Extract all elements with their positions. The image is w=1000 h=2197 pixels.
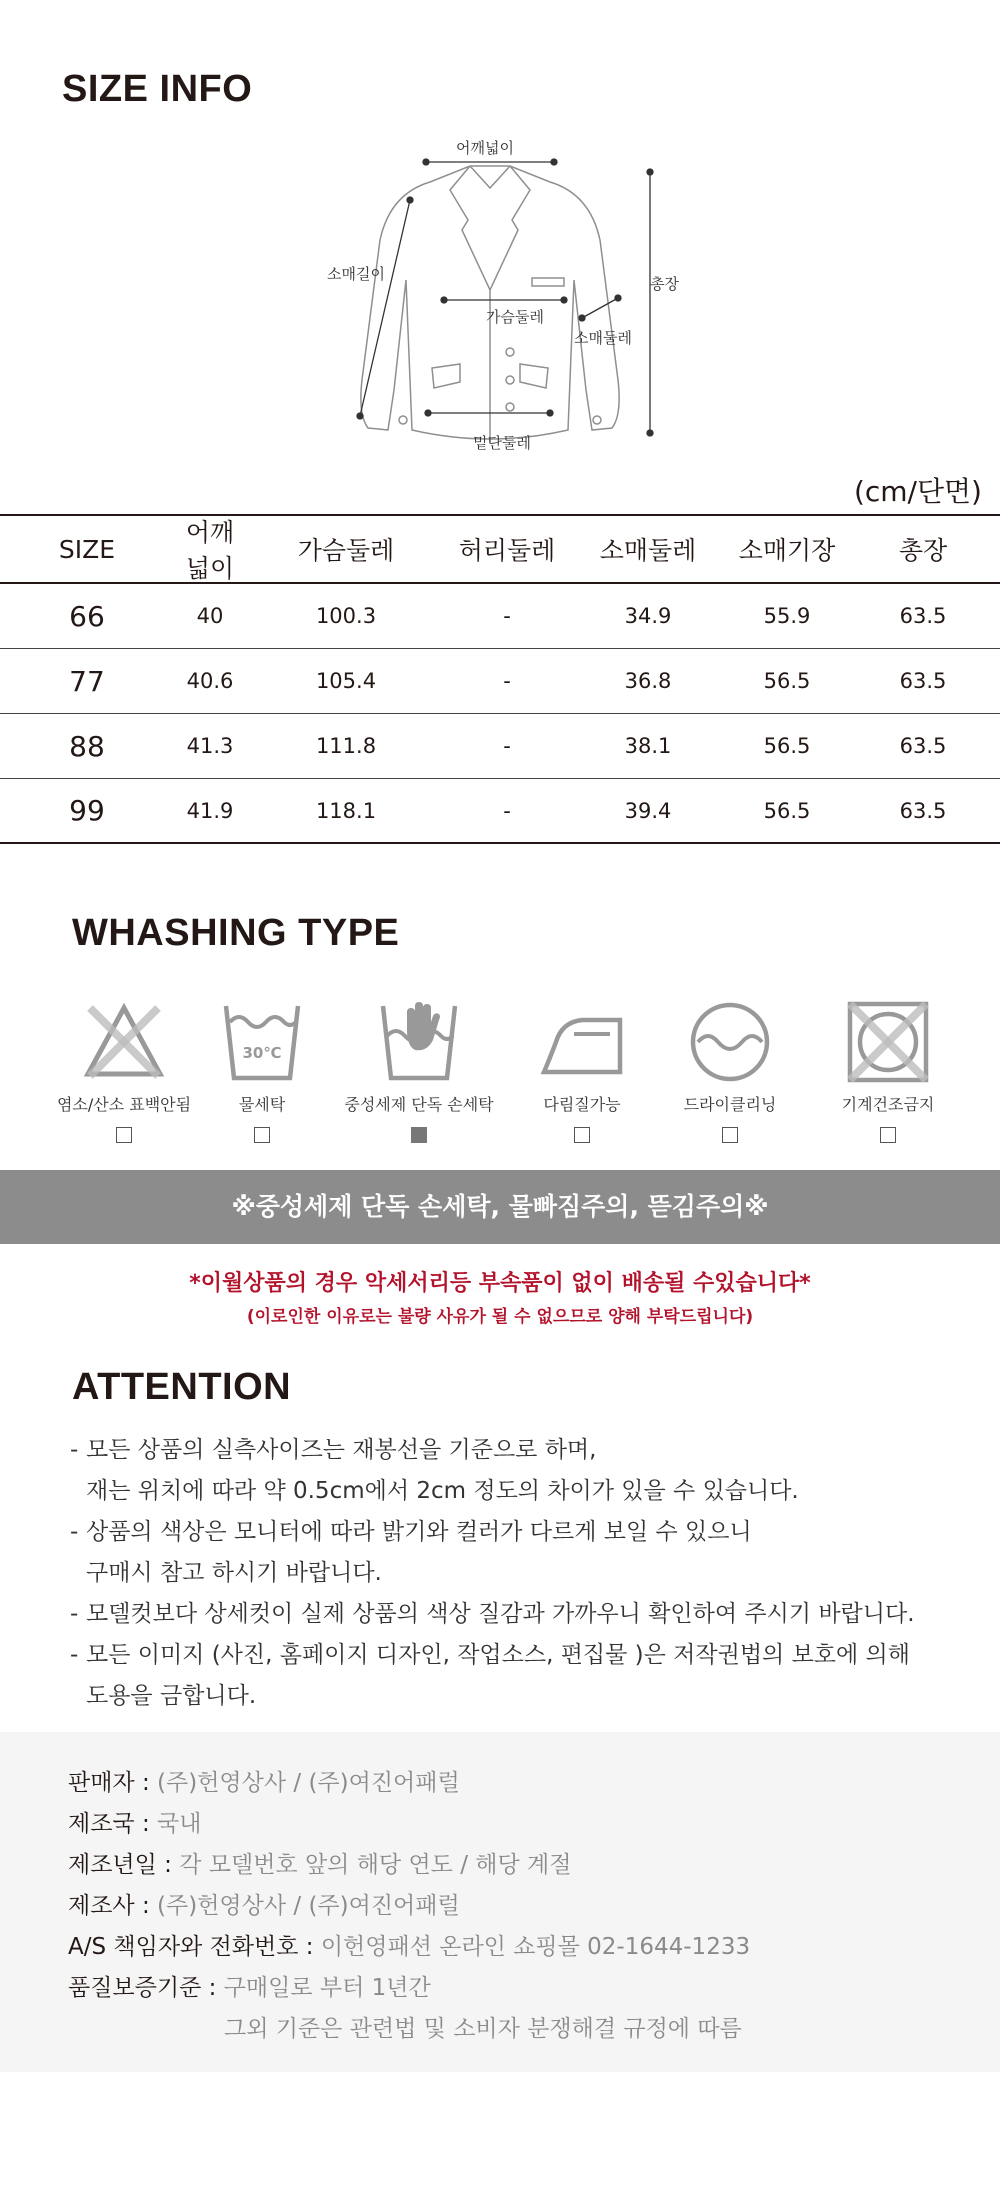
wash-checkbox-checked [411,1127,427,1143]
wash-label: 염소/산소 표백안됨 [56,1095,192,1114]
shoulder-cell: 40 [196,604,224,628]
warranty-extra-value: 그외 기준은 관련법 및 소비자 분쟁해결 규정에 따름 [224,2016,742,2042]
wash-item-dry-clean [650,1000,810,1143]
table-row [0,779,1000,844]
chest-cell: 105.4 [315,669,377,693]
sleeve-width-cell: 38.1 [624,734,672,758]
sleeve-length-cell: 55.9 [763,604,811,628]
sleeve-width-cell: 39.4 [624,798,672,823]
sleeve-length-cell: 56.5 [763,669,811,693]
attention-text: 재는 위치에 따라 약 0.5cm에서 2cm 정도의 차이가 있을 수 있습니다. [86,1478,799,1504]
sleeve-length-cell: 56.5 [763,798,811,823]
size-info-title: SIZE INFO [62,68,253,110]
attention-title: ATTENTION [72,1366,292,1408]
attention-text: 구매시 참고 하시기 바랍니다. [86,1560,382,1586]
attention-text: - 모델컷보다 상세컷이 실제 상품의 색상 질감과 가까우니 확인하여 주시기 바랍니다. [86,1601,915,1627]
shoulder-cell: 41.3 [186,734,234,758]
wash-item-no-bleach [44,1000,204,1143]
size-table-header [0,514,1000,584]
wash-item-water-wash [182,1000,342,1143]
warranty-value: 구매일로 부터 1년간 [223,1975,431,2001]
as-contact-row [68,1928,750,1961]
wash-label: 다림질가능 [543,1095,621,1114]
wash-checkbox [722,1127,738,1143]
attention-item [70,1430,970,1512]
wash-label: 기계건조금지 [841,1095,935,1114]
label-hem: 밑단둘레 [473,434,531,452]
header-cell: 총장 [898,536,948,565]
waist-cell: - [503,604,511,628]
wash-item-iron [502,1000,662,1143]
seller-info-box [0,1732,1000,2072]
label-sleeve-length: 소매길이 [327,265,385,283]
as-contact-value: 이헌영패션 온라인 쇼핑몰 02-1644-1233 [320,1934,751,1960]
attention-text: 도용을 금합니다. [86,1683,257,1709]
waist-cell: - [503,669,511,693]
wash-temperature-label: 30℃ [242,1044,282,1062]
total-length-cell: 63.5 [899,798,947,823]
attention-item [70,1512,970,1594]
attention-list [70,1430,970,1717]
hand-wash-icon [377,1000,461,1084]
jacket-size-diagram [300,130,700,465]
no-bleach-icon [82,1000,166,1084]
header-cell: 소매둘레 [599,536,697,565]
total-length-cell: 63.5 [899,604,947,628]
size-cell: 66 [69,599,105,633]
size-cell: 99 [69,794,105,827]
shoulder-cell: 41.9 [186,798,234,823]
notice-line-1: *이월상품의 경우 악세서리등 부속품이 없이 배송될 수있습니다* [189,1271,811,1296]
warranty-row [68,1969,431,2002]
wash-checkbox [880,1127,896,1143]
wash-checkbox [116,1127,132,1143]
attention-text: - 모든 이미지 (사진, 홈페이지 디자인, 작업소스, 편집물 )은 저작권법의 보호에 의해 [86,1642,910,1668]
attention-text: - 상품의 색상은 모니터에 따라 밝기와 컬러가 다르게 보일 수 있으니 [86,1519,752,1545]
wash-checkbox [254,1127,270,1143]
attention-item [70,1635,970,1717]
warranty-extra-row [224,2010,742,2043]
label-sleeve-width: 소매둘레 [574,329,632,347]
manufacturer-value: (주)헌영상사 / (주)여진어패럴 [157,1893,460,1919]
label-total-length: 총장 [650,275,679,293]
manufacture-date-key: 제조년일 : [68,1852,180,1878]
chest-cell: 111.8 [315,734,377,758]
wash-label: 드라이클리닝 [683,1095,777,1114]
manufacturer-row [68,1887,460,1920]
waist-cell: - [503,734,511,758]
jacket-illustration [300,130,700,465]
chest-cell: 100.3 [315,604,377,628]
washing-title: WHASHING TYPE [72,912,400,954]
header-cell: 가슴둘레 [297,536,395,565]
manufacture-date-row [68,1846,571,1879]
dry-clean-icon [688,1000,772,1084]
seller-row [68,1764,460,1797]
washing-caution-banner: ※중성세제 단독 손세탁, 물빠짐주의, 뜯김주의※ [0,1170,1000,1244]
seller-value: (주)헌영상사 / (주)여진어패럴 [157,1770,460,1796]
sleeve-length-cell: 56.5 [763,734,811,758]
attention-item [70,1594,970,1635]
table-row [0,584,1000,649]
wash-30c-icon [220,1000,304,1084]
total-length-cell: 63.5 [899,669,947,693]
seller-key: 판매자 : [68,1770,158,1796]
wash-checkbox [574,1127,590,1143]
shoulder-cell: 40.6 [186,669,234,693]
wash-item-no-tumble-dry [808,1000,968,1143]
warranty-key: 품질보증기준 : [68,1975,224,2001]
header-cell: SIZE [58,534,116,564]
header-cell: 허리둘레 [458,536,556,565]
manufacturer-key: 제조사 : [68,1893,158,1919]
size-cell: 77 [69,664,105,698]
country-value: 국내 [157,1811,202,1837]
wash-item-hand-wash [339,1000,499,1143]
header-cell: 소매기장 [738,536,836,565]
no-tumble-dry-icon [846,1000,930,1084]
waist-cell: - [503,798,511,823]
total-length-cell: 63.5 [899,734,947,758]
table-row [0,714,1000,779]
header-cell: 어깨넓이 [185,518,235,583]
as-contact-key: A/S 책임자와 전화번호 : [68,1934,321,1960]
wash-label: 물세탁 [238,1095,286,1114]
notice-line-2: (이로인한 이유로는 불량 사유가 될 수 없으므로 양해 부탁드립니다) [246,1307,754,1327]
sleeve-width-cell: 36.8 [624,669,672,693]
chest-cell: 118.1 [315,798,377,823]
table-row [0,649,1000,714]
label-chest: 가슴둘레 [486,308,544,326]
unit-label: (cm/단면) [853,475,982,508]
iron-icon [540,1000,624,1084]
label-shoulder: 어깨넓이 [456,139,514,157]
country-key: 제조국 : [68,1811,158,1837]
wash-label: 중성세제 단독 손세탁 [344,1095,494,1114]
attention-text: - 모든 상품의 실측사이즈는 재봉선을 기준으로 하며, [86,1437,597,1463]
country-row [68,1805,201,1838]
size-cell: 88 [69,729,105,763]
size-table [0,514,1000,844]
manufacture-date-value: 각 모델번호 앞의 해당 연도 / 해당 계절 [179,1852,572,1878]
sleeve-width-cell: 34.9 [624,604,672,628]
